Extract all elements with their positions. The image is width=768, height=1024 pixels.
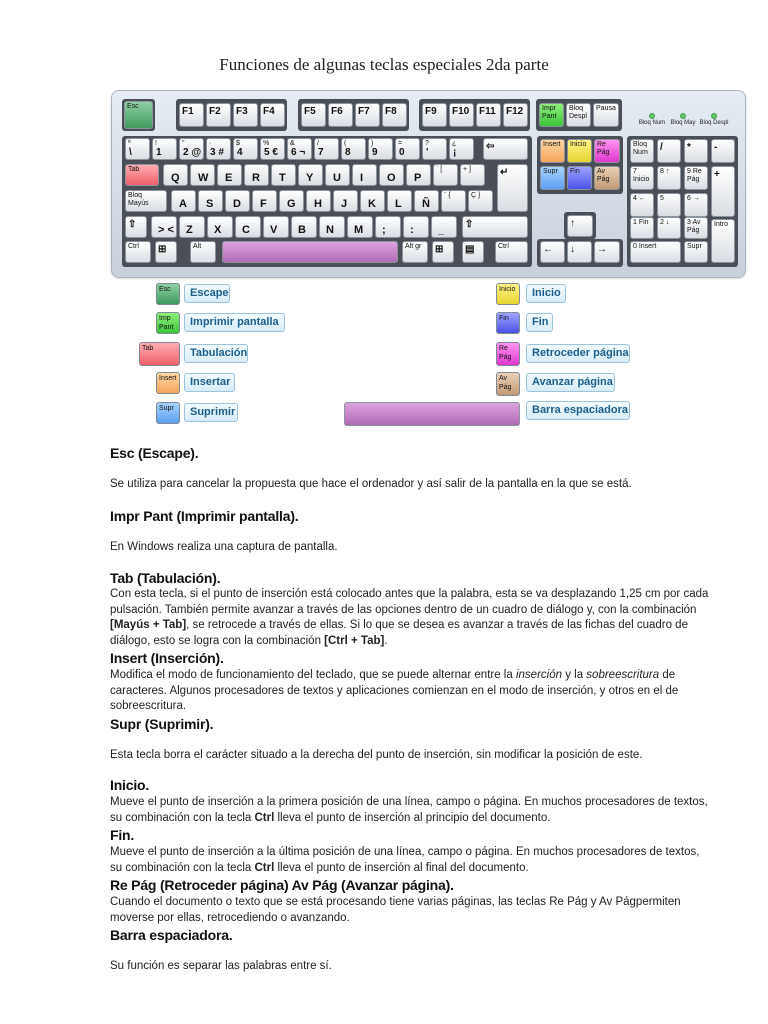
key-a: A [171, 190, 196, 212]
key-u: U [325, 164, 350, 186]
key-shift-left: ⇧ [125, 216, 147, 238]
led-bloq-num [649, 113, 655, 119]
text-esc: Se utiliza para cancelar la propuesta que hace el ordenador y así salir de la pantalla en la que se está. [110, 478, 632, 490]
key-row4-3: C [235, 216, 261, 238]
key-bloq-despl: Bloq Despl [566, 103, 591, 127]
key-f7: F7 [355, 103, 380, 127]
legend-label-barra-espaciadora: Barra espaciadora [526, 401, 630, 420]
text-fin: Mueve el punto de inserción a la última posición de una línea, campo o página. En muchos procesadores de textos, su combinación con la tecla Ctrl lleva el punto de inserción al final del documento. [110, 846, 700, 874]
legend-key-esc: Esc [156, 283, 180, 305]
keyboard-illustration [111, 90, 746, 278]
legend-key-supr: Supr [156, 402, 180, 424]
key-num-9: 9 Re Pág [684, 166, 708, 190]
legend-label-avanzar-pagina: Avanzar página [526, 373, 615, 392]
key-num-multiply: * [684, 139, 708, 163]
heading-tab: Tab (Tabulación). [110, 570, 221, 586]
key-tab: Tab [125, 164, 159, 186]
key-row4-4: V [263, 216, 289, 238]
led-label-bloq-num: Bloq Num [638, 120, 666, 126]
key-row1-11: ? ' [422, 138, 447, 160]
key-shift-right: ⇧ [462, 216, 528, 238]
text-barra: Su función es separar las palabras entre sí. [110, 960, 332, 972]
key-f4: F4 [260, 103, 285, 127]
key-row3-extra-0: ¨ { [441, 190, 466, 212]
legend-key-insert: Insert [156, 372, 180, 394]
key-num-minus: - [711, 139, 735, 163]
legend-label-insertar: Insertar [184, 373, 235, 392]
key-row1-10: = 0 [395, 138, 420, 160]
key-num-4: 4 ← [630, 193, 654, 217]
key-supr: Supr [540, 166, 565, 190]
key-alt: Alt [190, 241, 216, 263]
text-insert: Modifica el modo de funcionamiento del teclado, que se puede alternar entre la inserción y la sobreescritura de caracteres. Algunos procesadores de textos y aplicaciones comienzan en el modo de inserción, y otros en el de sobreescritura. [110, 669, 679, 712]
key-row2-extra-0: ` [ [433, 164, 458, 186]
key-o: O [379, 164, 404, 186]
key-num-2: 2 ↓ [657, 217, 681, 239]
legend-key-re-pag: Re Pág [496, 342, 520, 366]
key-r: R [244, 164, 269, 186]
key-row1-8: ( 8 [341, 138, 366, 160]
key-win-right: ⊞ [432, 241, 454, 263]
legend-key-fin: Fin [496, 312, 520, 334]
key-f8: F8 [382, 103, 407, 127]
key-enter: ↵ [497, 164, 528, 212]
key-pausa: Pausa [593, 103, 619, 127]
heading-inicio: Inicio. [110, 777, 150, 793]
text-inicio: Mueve el punto de inserción a la primera posición de una línea, campo o página. En muchos procesadores de textos, su combinación con la tecla Ctrl lleva el punto de inserción al principio del documento. [110, 796, 708, 824]
key-ctrl-left: Ctrl [125, 241, 151, 263]
heading-insert: Insert (Inserción). [110, 650, 224, 666]
key-f5: F5 [301, 103, 326, 127]
key-row4-8: ; [375, 216, 401, 238]
key-row1-4: $ 4 [233, 138, 258, 160]
key-j: J [333, 190, 358, 212]
key-f1: F1 [179, 103, 204, 127]
key-esc: Esc [124, 101, 153, 129]
key-row3-extra-1: Ç } [468, 190, 493, 212]
led-bloq-may [680, 113, 686, 119]
key-q: Q [163, 164, 188, 186]
key-h: H [306, 190, 331, 212]
key-num-3: 3 Av Pág [684, 217, 708, 239]
key-row4-9: : [403, 216, 429, 238]
key-num-plus: + [711, 166, 735, 217]
key-row1-0: ª \ [125, 138, 150, 160]
text-impr-pant: En Windows realiza una captura de pantalla. [110, 541, 338, 553]
key-row1-7: / 7 [314, 138, 339, 160]
key-fin: Fin [567, 166, 592, 190]
key-f2: F2 [206, 103, 231, 127]
legend-label-inicio: Inicio [526, 284, 566, 303]
combo-ctrl-tab: [Ctrl + Tab] [324, 634, 385, 647]
key-num-intro: Intro [711, 219, 735, 263]
key-row4-2: X [207, 216, 233, 238]
key-menu: ▤ [462, 241, 484, 263]
legend-label-escape: Escape [184, 284, 230, 303]
combo-mayus-tab: [Mayús + Tab] [110, 619, 187, 631]
heading-impr-pant: Impr Pant (Imprimir pantalla). [110, 508, 299, 524]
key-num-bloq: Bloq Num [630, 139, 654, 163]
key-row1-5: % 5 € [260, 138, 285, 160]
key-space [222, 241, 398, 263]
key-num-supr: Supr [684, 241, 708, 263]
key-win-left: ⊞ [155, 241, 177, 263]
legend-key-inicio: Inicio [496, 283, 520, 305]
legend-label-fin: Fin [526, 313, 553, 332]
legend-key-av-pag: Av Pág [496, 372, 520, 396]
key-bloq-mayus: Bloq Mayús [125, 190, 167, 212]
key-f: F [252, 190, 277, 212]
heading-supr: Supr (Suprimir). [110, 716, 214, 732]
text-re-pag: Cuando el documento o texto que se está procesando tiene varias páginas, las teclas Re Pág y Av Págpermiten moverse por ellas, retrocediendo o avanzando. [110, 896, 681, 924]
key-arrow-right: → [594, 241, 620, 263]
legend-key-impr-pant: Imp Pant [156, 312, 180, 334]
key-p: P [406, 164, 431, 186]
key-d: D [225, 190, 250, 212]
key-row1-2: " 2 @ [179, 138, 204, 160]
key-f3: F3 [233, 103, 258, 127]
key-av-pag: Av Pág [594, 166, 620, 190]
legend-label-tabulacion: Tabulación [184, 344, 248, 363]
key-num-8: 8 ↑ [657, 166, 681, 190]
key-f6: F6 [328, 103, 353, 127]
key-num-6: 6 → [684, 193, 708, 217]
key-impr-pant: Impr Pant [539, 103, 564, 127]
key-num-5: 5 [657, 193, 681, 217]
key-row1-9: ) 9 [368, 138, 393, 160]
key-num-7: 7 Inicio [630, 166, 654, 190]
heading-re-pag: Re Pág (Retroceder página) Av Pág (Avanzar página). [110, 877, 454, 893]
key-l: L [387, 190, 412, 212]
led-label-bloq-may: Bloq May [670, 120, 696, 126]
legend-key-tab: Tab [139, 342, 180, 366]
key-arrow-down: ↓ [567, 241, 592, 263]
key-row1-1: ! 1 [152, 138, 177, 160]
key-re-pag: Re Pág [594, 139, 620, 163]
key-f9: F9 [422, 103, 447, 127]
key-ñ: Ñ [414, 190, 439, 212]
legend-label-suprimir: Suprimir [184, 403, 238, 422]
key-num-divide: / [657, 139, 681, 163]
key-num-0: 0 Insert [630, 241, 681, 263]
legend-label-retroceder-pagina: Retroceder página [526, 344, 630, 363]
key-num-1: 1 Fin [630, 217, 654, 239]
key-row4-0: > < [151, 216, 177, 238]
key-row4-1: Z [179, 216, 205, 238]
key-e: E [217, 164, 242, 186]
legend-key-space [344, 402, 520, 426]
key-row1-12: ¿ ¡ [449, 138, 474, 160]
key-row4-6: N [319, 216, 345, 238]
key-g: G [279, 190, 304, 212]
key-t: T [271, 164, 296, 186]
key-s: S [198, 190, 223, 212]
legend-label-imprimir-pantalla: Imprimir pantalla [184, 313, 285, 332]
key-arrow-up: ↑ [567, 215, 593, 237]
key-row4-5: B [291, 216, 317, 238]
key-row4-10: _ [431, 216, 457, 238]
key-insert: Insert [540, 139, 565, 163]
key-f11: F11 [476, 103, 501, 127]
key-ctrl-right: Ctrl [495, 241, 528, 263]
text-tab: Con esta tecla, si el punto de inserción está colocado antes que la palabra, esta se va desplazando 1,25 cm por cada pulsación. También permite avanzar a través de las opciones dentro de un cuadro de diálogo y, con la combinación [Mayús + Tab], se retrocede a través de ellas. Si lo que se desea es avanzar a través de las fichas del cuadro de diálogo, esto se logra con la combinación [Ctrl + Tab]. [110, 588, 709, 647]
key-f12: F12 [503, 103, 528, 127]
key-row1-3: · 3 # [206, 138, 231, 160]
key-f10: F10 [449, 103, 474, 127]
led-label-bloq-despl: Bloq Despl [699, 120, 729, 126]
key-row2-extra-1: + ] [460, 164, 485, 186]
key-arrow-left: ← [540, 241, 565, 263]
key-alt-gr: Alt gr [402, 241, 428, 263]
key-inicio: Inicio [567, 139, 592, 163]
led-bloq-despl [711, 113, 717, 119]
key-backspace: ⇦ [483, 138, 528, 160]
key-i: I [352, 164, 377, 186]
heading-barra: Barra espaciadora. [110, 927, 233, 943]
key-y: Y [298, 164, 323, 186]
key-row4-7: M [347, 216, 373, 238]
key-row1-6: & 6 ¬ [287, 138, 312, 160]
key-w: W [190, 164, 215, 186]
heading-esc: Esc (Escape). [110, 445, 199, 461]
heading-fin: Fin. [110, 827, 135, 843]
text-supr: Esta tecla borra el carácter situado a la derecha del punto de inserción, sin modificar la posición de este. [110, 749, 643, 761]
page-title: Funciones de algunas teclas especiales 2da parte [219, 55, 549, 74]
key-k: K [360, 190, 385, 212]
